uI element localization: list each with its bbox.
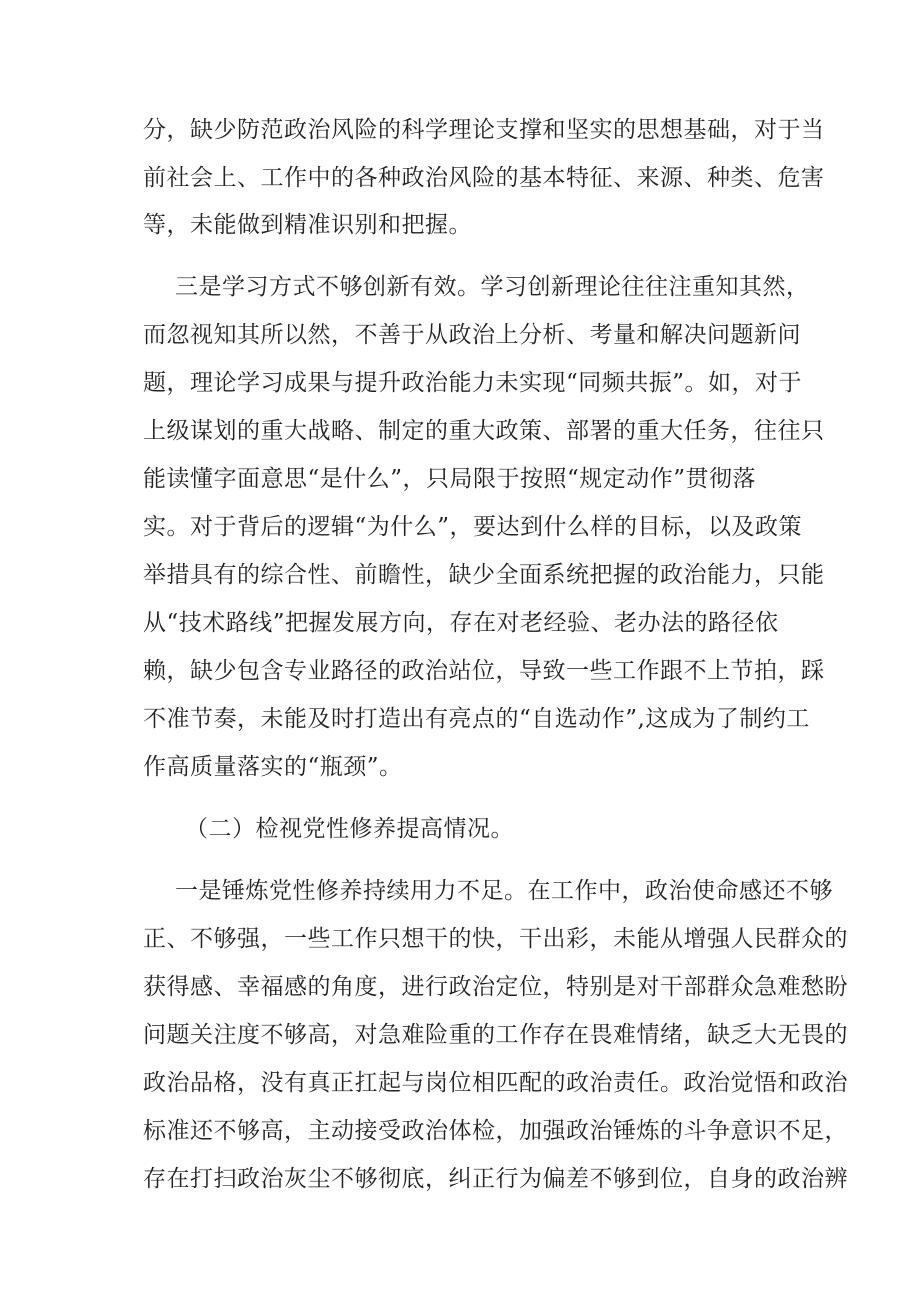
paragraph-3-line-6: 标准还不够高，主动接受政治体检，加强政治锤炼的斗争意识不足， (143, 1118, 848, 1144)
paragraph-2-line-8: 从“技术路线”把握发展方向，存在对老经验、老办法的路径依 (143, 610, 779, 636)
paragraph-2-line-10: 不准节奏，未能及时打造出有亮点的“自选动作”,这成为了制约工 (143, 706, 810, 732)
paragraph-1-line-2: 前社会上、工作中的各种政治风险的基本特征、来源、种类、危害 (143, 165, 825, 191)
paragraph-2-line-11: 作高质量落实的“瓶颈”。 (143, 754, 403, 780)
paragraph-2-line-6: 实。对于背后的逻辑“为什么”，要达到什么样的目标，以及政策 (143, 514, 803, 540)
paragraph-2-line-2: 而忽视知其所以然，不善于从政治上分析、考量和解决问题新问 (143, 322, 801, 348)
paragraph-3-line-3: 获得感、幸福感的角度，进行政治定位，特别是对干部群众急难愁盼 (143, 974, 848, 1000)
paragraph-1-line-3: 等，未能做到精准识别和把握。 (143, 212, 472, 238)
paragraph-2-line-4: 上级谋划的重大战略、制定的重大政策、部署的重大任务，往往只 (143, 418, 825, 444)
paragraph-3-line-5: 政治品格，没有真正扛起与岗位相匹配的政治责任。政治觉悟和政治 (143, 1070, 848, 1096)
paragraph-2-line-9: 赖，缺少包含专业路径的政治站位，导致一些工作跟不上节拍，踩 (143, 658, 825, 684)
paragraph-3-line-4: 问题关注度不够高，对急难险重的工作存在畏难情绪，缺乏大无畏的 (143, 1022, 848, 1048)
paragraph-3-line-1: 一是锤炼党性修养持续用力不足。在工作中，政治使命感还不够 (175, 878, 833, 904)
paragraph-2-line-3: 题，理论学习成果与提升政治能力未实现“同频共振”。如，对于 (143, 370, 803, 396)
section-heading: （二）检视党性修养提高情况。 (185, 816, 514, 842)
paragraph-1-line-1: 分，缺少防范政治风险的科学理论支撑和坚实的思想基础，对于当 (143, 117, 825, 143)
paragraph-2-line-7: 举措具有的综合性、前瞻性，缺少全面系统把握的政治能力，只能 (143, 562, 825, 588)
paragraph-3-line-2: 正、不够强，一些工作只想干的快，干出彩，未能从增强人民群众的 (143, 926, 848, 952)
paragraph-3-line-7: 存在打扫政治灰尘不够彻底，纠正行为偏差不够到位，自身的政治辨 (143, 1166, 848, 1192)
paragraph-2-line-1: 三是学习方式不够创新有效。学习创新理论往往注重知其然， (175, 274, 810, 300)
paragraph-2-line-5: 能读懂字面意思“是什么”，只局限于按照“规定动作”贯彻落 (143, 466, 757, 492)
